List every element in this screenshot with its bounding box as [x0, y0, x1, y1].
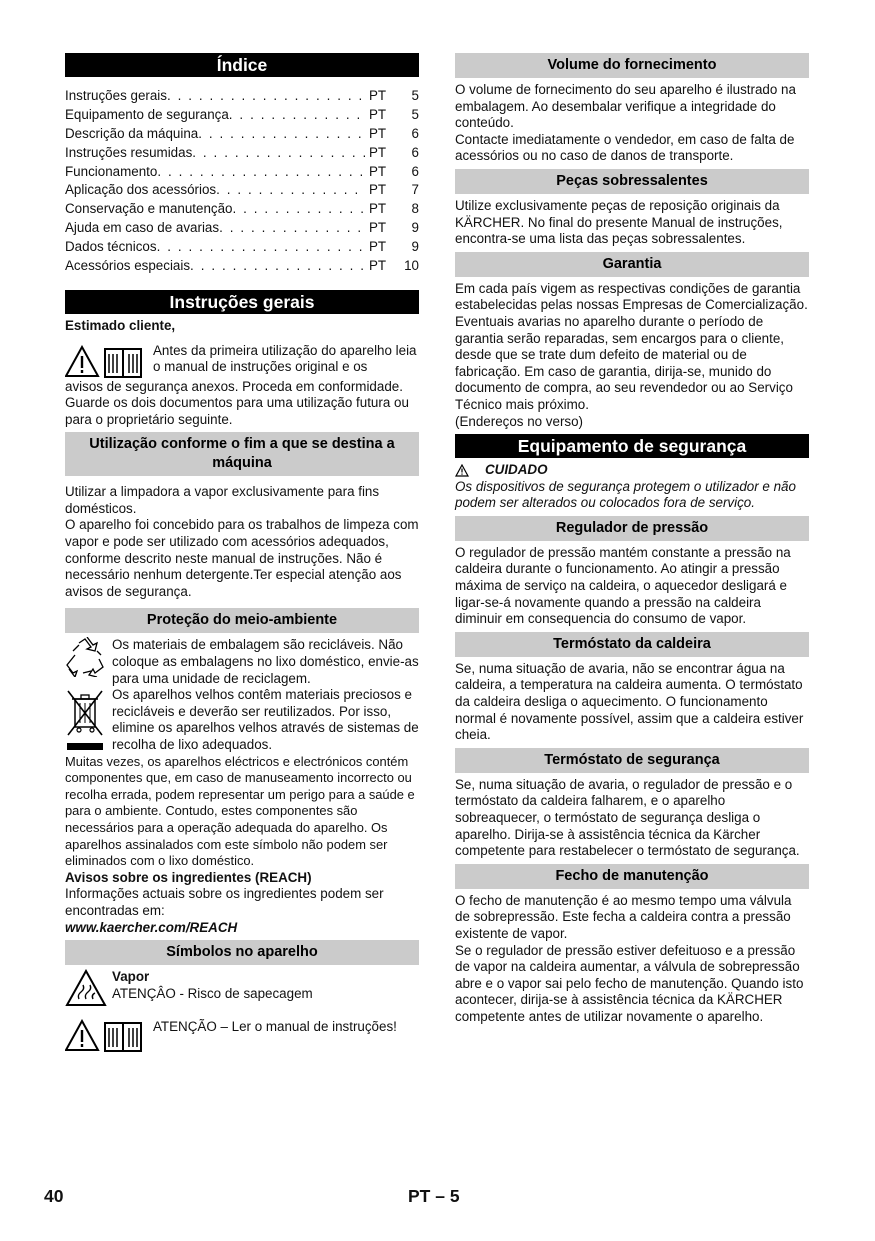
hot-steam-warning-icon — [65, 969, 112, 1007]
left-column — [65, 53, 419, 1053]
lock-p2: Se o regulador de pressão estiver defeituoso e a pressão de vapor na caldeira aumentar, a válvula de sobrepressão abre e o vapor sai pelo fecho de manutenção. Quando isto acontecer, dirija-se à assistência técnica da KÄRCHER competente antes de utilizar novamente o aparelho. — [455, 942, 804, 1024]
weee-block — [65, 687, 419, 753]
vapor-text: ATENÇÂO - Risco de sapecagem — [112, 985, 313, 1001]
delivery-p1: O volume de fornecimento do seu aparelho é ilustrado na embalagem. Ao desembalar verifique a integridade do conteúdo. — [455, 82, 796, 131]
vapor-label: Vapor — [112, 969, 150, 985]
warranty-heading: Garantia — [455, 252, 809, 277]
toc-entry[interactable]: Descrição da máquina . . . PT 6 — [65, 125, 419, 144]
toc-entry[interactable]: Instruções resumidas . . . PT 6 — [65, 144, 419, 163]
symbols-heading: Símbolos no aparelho — [65, 940, 419, 965]
environment-heading: Proteção do meio-ambiente — [65, 608, 419, 633]
toc-entry[interactable]: Acessórios especiais . . . PT 10 — [65, 257, 419, 276]
pressure-p1: O regulador de pressão mantém constante a pressão na caldeira durante o funcionamento. Ao atingir a pressão máxima de serviço na caldeira, o aquecedor desligará e ligar-se-á novamente quando a pressão na caldeira diminuir em consequencia do consumo de vapor. — [455, 544, 791, 627]
table-of-contents — [65, 87, 419, 276]
toc-entry[interactable]: Equipamento de segurança . . . PT 5 — [65, 106, 419, 125]
greeting: Estimado cliente, — [65, 317, 176, 333]
lock-heading: Fecho de manutenção — [455, 864, 809, 889]
toc-entry[interactable]: Instruções gerais . . . PT 5 — [65, 87, 419, 106]
safety-thermostat-heading: Termóstato de segurança — [455, 748, 809, 773]
toc-entry[interactable]: Aplicação dos acessórios . . . PT 7 — [65, 181, 419, 200]
section-page: PT – 5 — [408, 1186, 460, 1206]
toc-entry[interactable]: Dados técnicos . . . PT 9 — [65, 238, 419, 257]
read-manual-icon — [65, 1019, 153, 1053]
intro-first: Antes da primeira utilização do aparelho leia o manual de instruções original e os — [153, 342, 417, 375]
caution-label: CUIDADO — [485, 462, 548, 478]
caution-text: Os dispositivos de segurança protegem o utilizador e não podem ser alterados ou colocados fora de serviço. — [455, 478, 796, 511]
weee-text: Os aparelhos velhos contêm materiais preciosos e recicláveis e deverão ser reutilizados. Por isso, elimine os aparelhos velhos através de sistemas de recolha de lixo adequados. — [112, 687, 419, 752]
caution-row — [455, 462, 809, 479]
intro-rest: avisos de segurança anexos. Proceda em conformidade. Guarde os dois documentos para uma utilização futura ou para o proprietário seguinte. — [65, 378, 409, 427]
pressure-heading: Regulador de pressão — [455, 516, 809, 541]
electronics-text: Muitas vezes, os aparelhos eléctricos e electrónicos contém componentes que, em caso de manuseamento incorrecto ou recolha errada, podem representar um perigo para a saúde e para o ambiente. Contudo, estes componentes são necessários para a operação adequada do aparelho. Os aparelhos assinalados com este símbolo não podem ser eliminados com o lixo doméstico. — [65, 753, 415, 869]
spares-heading: Peças sobressalentes — [455, 169, 809, 194]
intended-use-p1: Utilizar a limpadora a vapor exclusivamente para fins domésticos. — [65, 484, 380, 516]
safety-heading: Equipamento de segurança — [455, 434, 809, 458]
boiler-thermostat-heading: Termóstato da caldeira — [455, 632, 809, 657]
intended-use-heading: Utilização conforme o fim a que se destina a máquina — [65, 432, 419, 476]
delivery-p2: Contacte imediatamente o vendedor, em caso de falta de acessórios ou no caso de danos de transporte. — [455, 131, 795, 164]
lock-p1: O fecho de manutenção é ao mesmo tempo uma válvula de sobrepressão. Este fecha a caldeira contra a pressão existente de vapor. — [455, 892, 792, 941]
boiler-thermostat-p1: Se, numa situação de avaria, não se encontrar água na caldeira, a temperatura na caldeira aumenta. O termóstato da caldeira desliga o aquecimento. O funcionamento normal é novamente possível, assim que a caldeira estiver cheia. — [455, 660, 804, 743]
warranty-p1: Em cada país vigem as respectivas condições de garantia estabelecidas pelas nossas Empresas de Comercialização. Eventuais avarias no aparelho durante o período de garantia serão reparadas, sem encargos para o cliente, desde que se trate dum defeito de material ou de fabricação. Em caso de garantia, dirija-se, munido do documento de compra, ao seu revendedor ou ao Serviço Técnico mais próximo. — [455, 280, 808, 412]
warranty-p2: (Endereços no verso) — [455, 413, 584, 429]
general-heading: Instruções gerais — [65, 290, 419, 314]
toc-heading: Índice — [65, 53, 419, 77]
manual-block — [65, 1019, 419, 1053]
right-column — [455, 53, 809, 1026]
reach-url[interactable]: www.kaercher.com/REACH — [65, 919, 238, 935]
caution-icon — [455, 462, 485, 479]
reach-heading: Avisos sobre os ingredientes (REACH) — [65, 869, 312, 885]
reach-text: Informações actuais sobre os ingredientes podem ser encontradas em: — [65, 886, 384, 918]
vapor-block — [65, 969, 419, 1007]
crossed-bin-icon — [65, 687, 112, 753]
spares-p1: Utilize exclusivamente peças de reposição originais da KÄRCHER. No final do presente Manual de instruções, encontra-se uma lista das peças sobressalentes. — [455, 197, 783, 247]
recycle-icon — [65, 637, 112, 687]
warning-manual-icon — [65, 343, 153, 379]
toc-entry[interactable]: Conservação e manutenção . . . PT 8 — [65, 200, 419, 219]
intended-use-p2: O aparelho foi concebido para os trabalhos de limpeza com vapor e pode ser utilizado com acessórios adequados, conforme descrito neste manual de instruções. Não é necessário nenhum detergente.Ter especial atenção aos avisos de segurança. — [65, 517, 419, 599]
toc-entry[interactable]: Funcionamento . . . PT 6 — [65, 163, 419, 182]
delivery-heading: Volume do fornecimento — [455, 53, 809, 78]
page-number: 40 — [44, 1186, 64, 1206]
toc-entry[interactable]: Ajuda em caso de avarias . . . PT 9 — [65, 219, 419, 238]
recycle-text: Os materiais de embalagem são recicláveis. Não coloque as embalagens no lixo doméstico, envie-as para uma unidade de reciclagem. — [112, 637, 419, 686]
recycle-block — [65, 637, 419, 687]
manual-text: ATENÇÃO – Ler o manual de instruções! — [153, 1019, 397, 1035]
intro-block — [65, 343, 419, 379]
safety-thermostat-p1: Se, numa situação de avaria, o regulador de pressão e o termóstato da caldeira falharem, e o aparelho sobreaquecer, o termóstato de segurança desliga o aparelho. Dirija-se à assistência técnica da Kärcher competente para restabelecer o termóstato de segurança. — [455, 776, 800, 859]
